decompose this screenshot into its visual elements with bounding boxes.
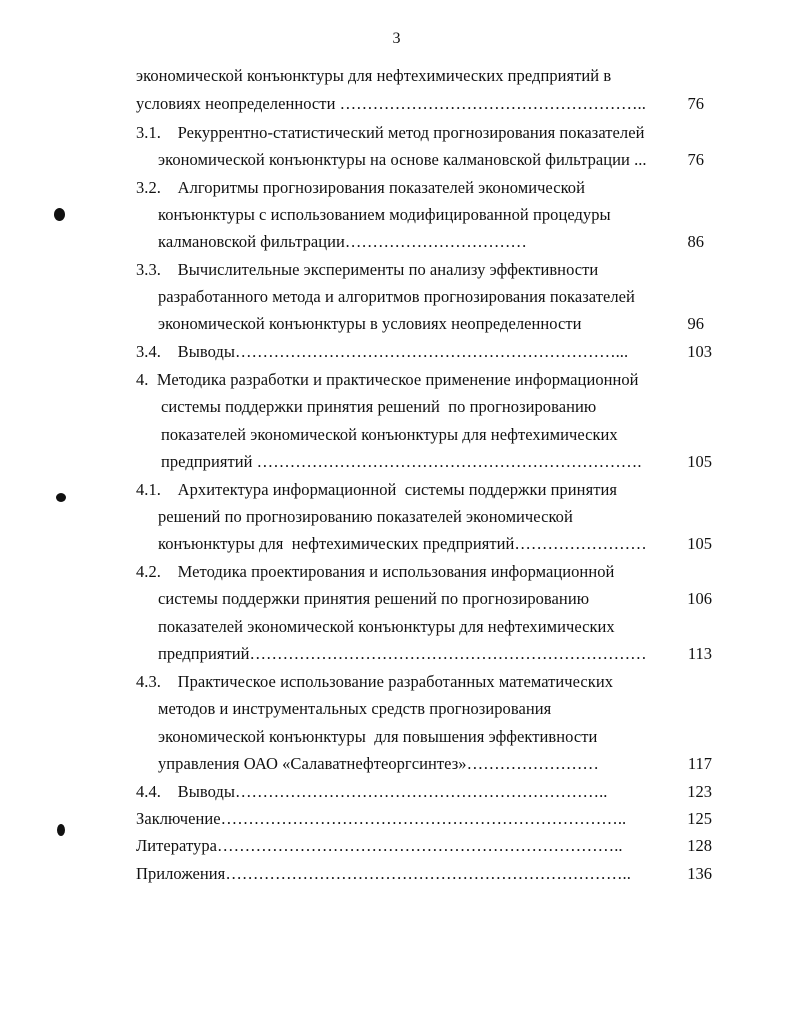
- toc-entry-3-1-line-0: 3.1. Рекуррентно-статистический метод прогнозирования показателей: [136, 123, 645, 142]
- toc-entry-literature: Литература………………………………………………………………..: [136, 836, 623, 855]
- toc-entry-4-1-line-1: решений по прогнозированию показателей экономической: [158, 507, 573, 526]
- toc-entry-4-1-line-0: 4.1. Архитектура информационной системы поддержки принятия: [136, 480, 617, 499]
- toc-entry-3-4-page: 103: [687, 342, 712, 361]
- toc-entry-0-line-0: экономической конъюнктуры для нефтехимических предприятий в: [136, 66, 612, 85]
- toc-entry-0-line-1: условиях неопределенности ………………………………………………..: [136, 94, 646, 113]
- toc-entry-4-line-0: 4. Методика разработки и практическое применение информационной: [136, 370, 639, 389]
- toc-entry-4-2-line-3: предприятий………………………………………………………………: [158, 644, 647, 663]
- toc-entry-4-1-line-2: конъюнктуры для нефтехимических предприятий……………………: [158, 534, 647, 553]
- toc-entry-3-3-page: 96: [687, 314, 704, 333]
- toc-entry-3-1-line-1: экономической конъюнктуры на основе калмановской фильтрации ...: [158, 150, 647, 169]
- toc-entry-3-2-line-1: конъюнктуры с использованием модифицированной процедуры: [158, 205, 611, 224]
- toc-entry-4-1-page: 105: [687, 534, 712, 553]
- toc-entry-4-2-line-1: системы поддержки принятия решений по прогнозированию: [158, 589, 590, 608]
- toc-entry-4-line-2: показателей экономической конъюнктуры для нефтехимических: [161, 425, 618, 444]
- toc-entry-4-2-page: 113: [687, 644, 712, 663]
- toc-entry-appendices-page: 136: [687, 864, 712, 883]
- toc-entry-4-3-line-3: управления ОАО «Салаватнефтеоргсинтез»……………………: [158, 754, 599, 773]
- punch-hole-mark: [57, 824, 65, 836]
- toc-entry-4-3-line-0: 4.3. Практическое использование разработанных математических: [136, 672, 614, 691]
- toc-entry-4-2-page-a: 106: [687, 589, 712, 608]
- toc-entry-4-page: 105: [687, 452, 712, 471]
- toc-entry-3-4-line-0: 3.4. Выводы……………………………………………………………...: [136, 342, 629, 361]
- toc-entry-3-2-line-2: калмановской фильтрации……………………………: [158, 232, 527, 251]
- toc-entry-3-2-page: 86: [687, 232, 704, 251]
- toc-entry-conclusion: Заключение………………………………………………………………..: [136, 809, 627, 828]
- toc-entry-3-3-line-0: 3.3. Вычислительные эксперименты по анализу эффективности: [136, 260, 599, 279]
- toc-entry-3-3-line-2: экономической конъюнктуры в условиях неопределенности: [158, 314, 582, 333]
- toc-entry-4-3-line-2: экономической конъюнктуры для повышения эффективности: [158, 727, 598, 746]
- toc-entry-3-3-line-1: разработанного метода и алгоритмов прогнозирования показателей: [158, 287, 635, 306]
- toc-entry-appendices: Приложения………………………………………………………………..: [136, 864, 631, 883]
- toc-entry-4-3-line-1: методов и инструментальных средств прогнозирования: [158, 699, 552, 718]
- punch-hole-mark: [54, 208, 65, 221]
- toc-entry-4-line-1: системы поддержки принятия решений по прогнозированию: [161, 397, 597, 416]
- toc-entry-4-3-page: 117: [687, 754, 712, 773]
- toc-entry-literature-page: 128: [687, 836, 712, 855]
- toc-entry-0-page: 76: [687, 94, 704, 113]
- toc-entry-4-2-line-2: показателей экономической конъюнктуры для нефтехимических: [158, 617, 615, 636]
- toc-entry-3-1-page: 76: [687, 150, 704, 169]
- toc-entry-3-2-line-0: 3.2. Алгоритмы прогнозирования показателей экономической: [136, 178, 585, 197]
- page-number: 3: [392, 30, 401, 47]
- toc-entry-4-4-line-0: 4.4. Выводы…………………………………………………………..: [136, 782, 608, 801]
- toc-entry-4-2-line-0: 4.2. Методика проектирования и использования информационной: [136, 562, 615, 581]
- toc-entry-conclusion-page: 125: [687, 809, 712, 828]
- punch-hole-mark: [56, 493, 66, 502]
- toc-entry-4-line-3: предприятий …………………………………………………………….: [161, 452, 642, 471]
- toc-entry-4-4-page: 123: [687, 782, 712, 801]
